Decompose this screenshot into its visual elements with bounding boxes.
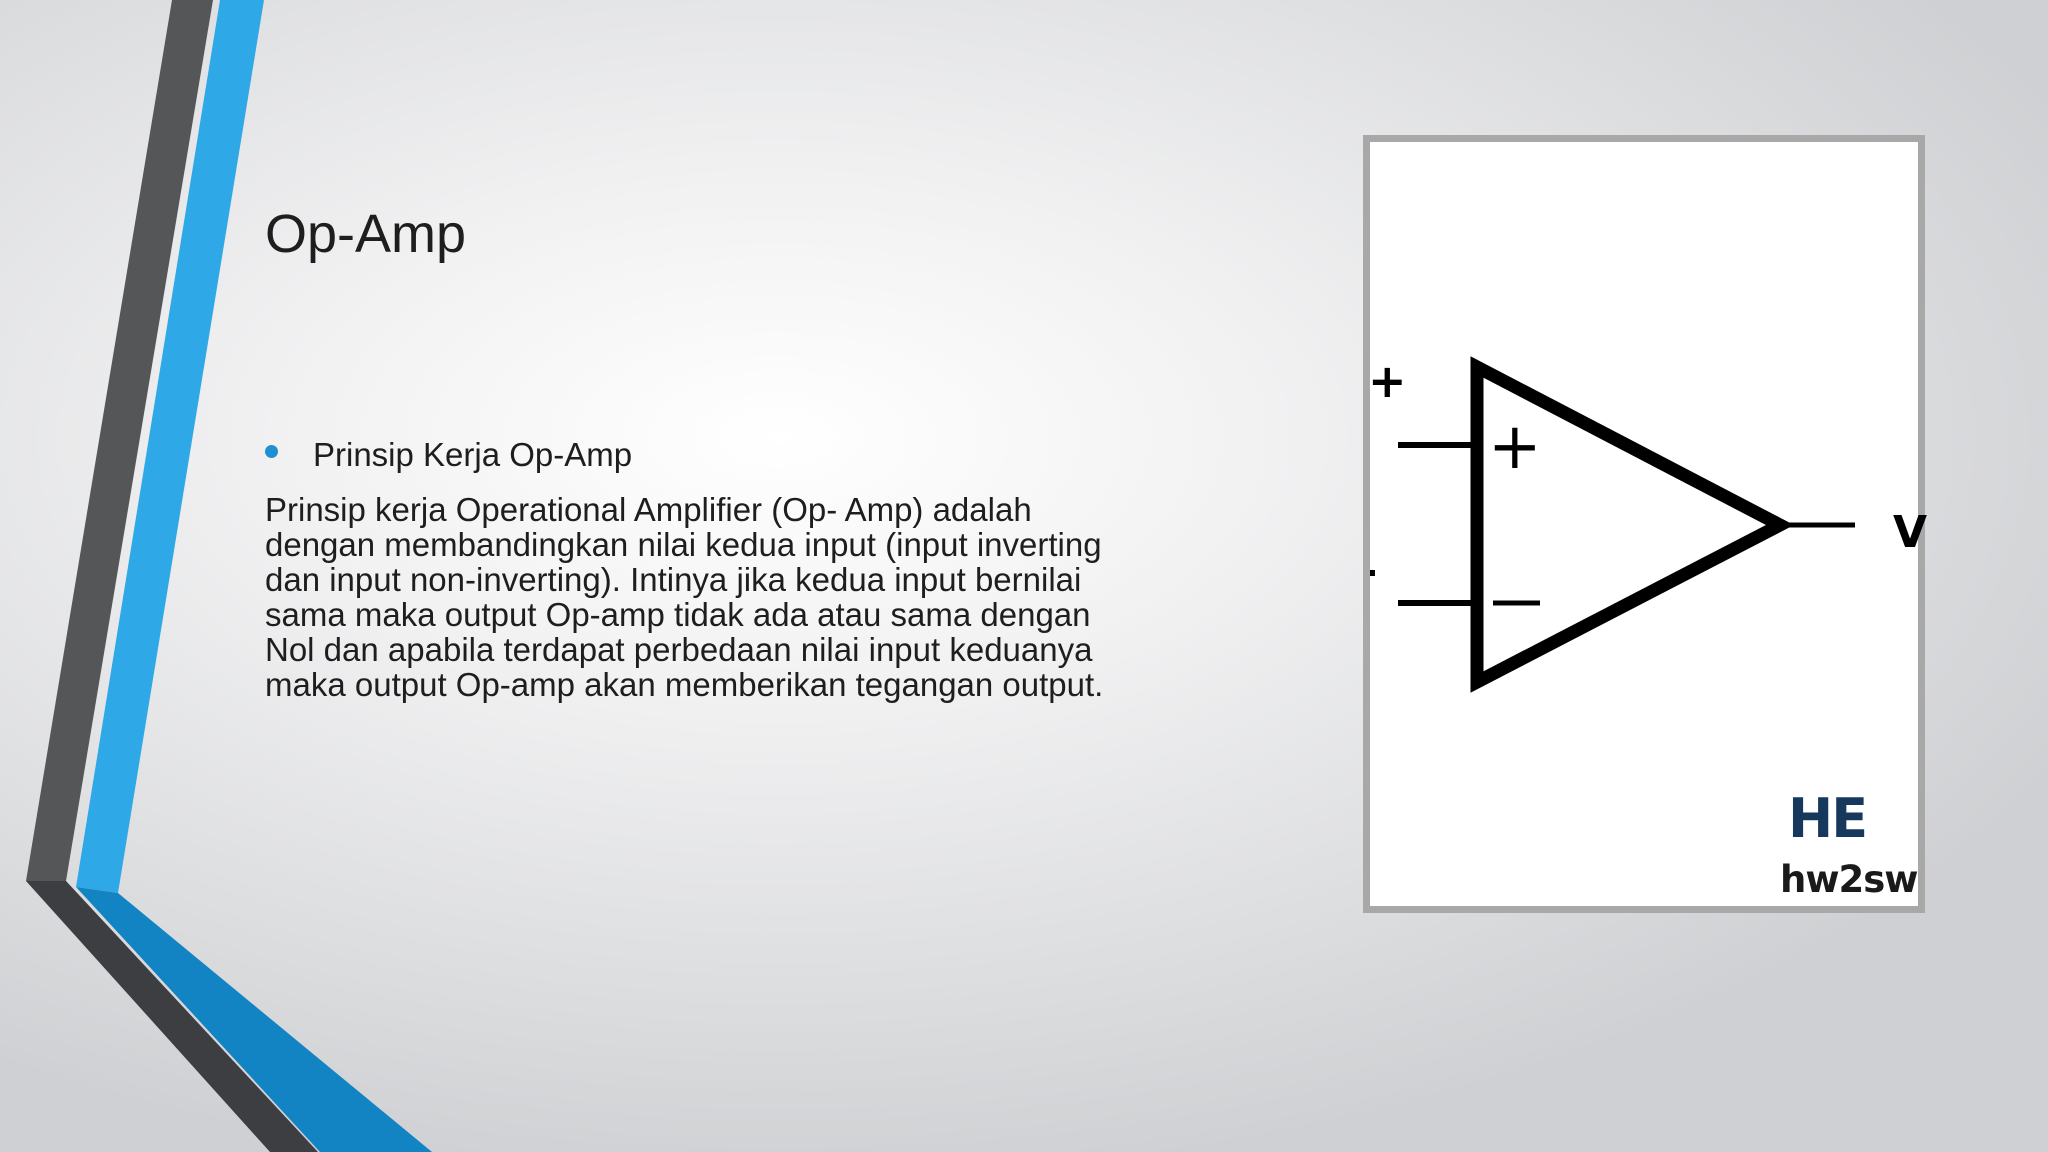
slide-title: Op-Amp bbox=[265, 204, 467, 264]
bullet-dot bbox=[265, 445, 278, 458]
body-line: dan input non-inverting). Intinya jika kedua input bernilai bbox=[265, 561, 1082, 598]
body-line: sama maka output Op-amp tidak ada atau sama dengan bbox=[265, 596, 1091, 633]
body-line: dengan membandingkan nilai kedua input (input inverting bbox=[265, 526, 1102, 563]
body-line: Nol dan apabila terdapat perbedaan nilai input keduanya bbox=[265, 631, 1093, 668]
logo-mark: HE bbox=[1788, 787, 1867, 850]
opamp-diagram-image bbox=[1363, 135, 1928, 913]
body-line: Prinsip kerja Operational Amplifier (Op- Amp) adalah bbox=[265, 491, 1032, 528]
body-paragraph bbox=[265, 492, 1165, 702]
dark-diagonal-stripe bbox=[26, 881, 318, 1152]
body-line: maka output Op-amp akan memberikan tegangan output. bbox=[265, 666, 1104, 703]
left-edge-dot bbox=[1370, 570, 1375, 576]
bullet-text: Prinsip Kerja Op-Amp bbox=[313, 436, 633, 473]
plus-symbol: + bbox=[1488, 410, 1542, 484]
outer-plus-sign: + bbox=[1368, 354, 1407, 408]
logo-text: hw2sw bbox=[1780, 858, 1918, 901]
bullet-item bbox=[265, 432, 632, 478]
watermark-logo bbox=[1768, 787, 1918, 910]
output-label: V bbox=[1893, 507, 1928, 558]
